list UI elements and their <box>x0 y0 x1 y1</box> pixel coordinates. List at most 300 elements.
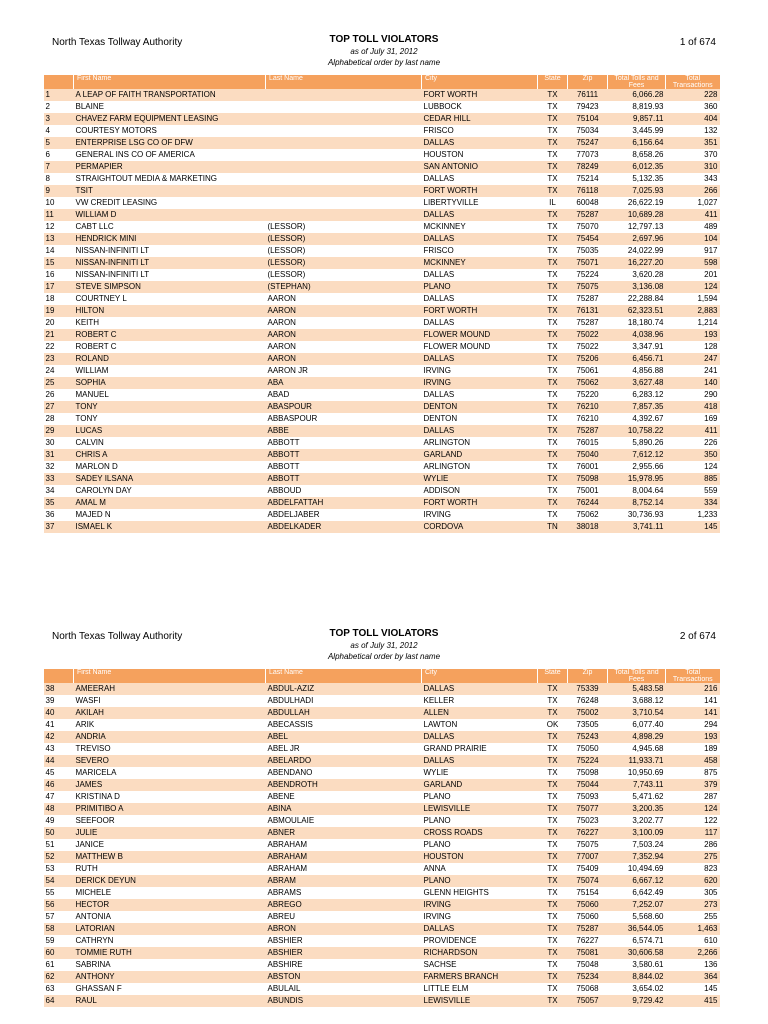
row-index: 27 <box>44 401 74 413</box>
city: MCKINNEY <box>422 257 538 269</box>
header-first-name: First Name <box>74 75 266 89</box>
first-name: COURTNEY L <box>74 293 266 305</box>
last-name: ABSHIER <box>266 947 422 959</box>
total-transactions: 559 <box>666 485 720 497</box>
state: TX <box>538 257 568 269</box>
row-index: 40 <box>44 707 74 719</box>
state: TX <box>538 437 568 449</box>
total-tolls: 11,933.71 <box>608 755 666 767</box>
total-transactions: 305 <box>666 887 720 899</box>
zip: 75287 <box>568 293 608 305</box>
first-name: ANDRIA <box>74 731 266 743</box>
last-name <box>266 209 422 221</box>
row-index: 33 <box>44 473 74 485</box>
zip: 75074 <box>568 875 608 887</box>
city: PLANO <box>422 875 538 887</box>
table-row <box>44 317 720 329</box>
zip: 78249 <box>568 161 608 173</box>
zip: 76227 <box>568 935 608 947</box>
row-index: 29 <box>44 425 74 437</box>
state: TX <box>538 743 568 755</box>
first-name: MARLON D <box>74 461 266 473</box>
total-transactions: 169 <box>666 413 720 425</box>
state: TX <box>538 791 568 803</box>
first-name: HENDRICK MINI <box>74 233 266 245</box>
first-name: AMEERAH <box>74 683 266 695</box>
table-row <box>44 707 720 719</box>
total-transactions: 122 <box>666 815 720 827</box>
first-name: COURTESY MOTORS <box>74 125 266 137</box>
state: TX <box>538 755 568 767</box>
state: TX <box>538 401 568 413</box>
last-name: ABA <box>266 377 422 389</box>
zip: 75044 <box>568 779 608 791</box>
first-name: CHAVEZ FARM EQUIPMENT LEASING <box>74 113 266 125</box>
total-tolls: 8,658.26 <box>608 149 666 161</box>
total-transactions: 104 <box>666 233 720 245</box>
last-name: ABENDROTH <box>266 779 422 791</box>
row-index: 16 <box>44 269 74 281</box>
first-name: VW CREDIT LEASING <box>74 197 266 209</box>
city: IRVING <box>422 509 538 521</box>
state: TX <box>538 365 568 377</box>
zip: 75104 <box>568 113 608 125</box>
state: TX <box>538 485 568 497</box>
state: TX <box>538 293 568 305</box>
state: TX <box>538 875 568 887</box>
city: DALLAS <box>422 425 538 437</box>
last-name: ABENE <box>266 791 422 803</box>
row-index: 30 <box>44 437 74 449</box>
zip: 75057 <box>568 995 608 1007</box>
state: TX <box>538 341 568 353</box>
report-title: TOP TOLL VIOLATORS <box>329 34 439 45</box>
row-index: 7 <box>44 161 74 173</box>
total-tolls: 3,654.02 <box>608 983 666 995</box>
city: FLOWER MOUND <box>422 341 538 353</box>
row-index: 59 <box>44 935 74 947</box>
total-transactions: 189 <box>666 743 720 755</box>
city: PLANO <box>422 791 538 803</box>
row-index: 62 <box>44 971 74 983</box>
first-name: MATTHEW B <box>74 851 266 863</box>
city: DALLAS <box>422 293 538 305</box>
zip: 77073 <box>568 149 608 161</box>
row-index: 36 <box>44 509 74 521</box>
total-transactions: 411 <box>666 209 720 221</box>
zip: 75206 <box>568 353 608 365</box>
zip: 75050 <box>568 743 608 755</box>
last-name <box>266 113 422 125</box>
last-name: ABAD <box>266 389 422 401</box>
total-transactions: 136 <box>666 959 720 971</box>
city: IRVING <box>422 899 538 911</box>
org-name: North Texas Tollway Authority <box>52 37 183 48</box>
total-tolls: 10,494.69 <box>608 863 666 875</box>
table-row <box>44 413 720 425</box>
total-tolls: 3,580.61 <box>608 959 666 971</box>
total-transactions: 2,266 <box>666 947 720 959</box>
row-index: 22 <box>44 341 74 353</box>
zip: 75287 <box>568 209 608 221</box>
city: WYLIE <box>422 767 538 779</box>
first-name: TOMMIE RUTH <box>74 947 266 959</box>
table-row <box>44 353 720 365</box>
row-index: 23 <box>44 353 74 365</box>
header-city: City <box>422 75 538 89</box>
last-name <box>266 161 422 173</box>
header-state: State <box>538 75 568 89</box>
first-name: PRIMITIBO A <box>74 803 266 815</box>
zip: 79423 <box>568 101 608 113</box>
city: ANNA <box>422 863 538 875</box>
row-index: 6 <box>44 149 74 161</box>
last-name: ABREU <box>266 911 422 923</box>
state: TX <box>538 137 568 149</box>
city: WYLIE <box>422 473 538 485</box>
table-row <box>44 971 720 983</box>
total-transactions: 379 <box>666 779 720 791</box>
table-row <box>44 815 720 827</box>
row-index: 25 <box>44 377 74 389</box>
last-name: ABRAM <box>266 875 422 887</box>
table-row <box>44 293 720 305</box>
total-tolls: 5,568.60 <box>608 911 666 923</box>
zip: 75154 <box>568 887 608 899</box>
state: TX <box>538 209 568 221</box>
state: TX <box>538 767 568 779</box>
zip: 75077 <box>568 803 608 815</box>
first-name: DERICK DEYUN <box>74 875 266 887</box>
zip: 76015 <box>568 437 608 449</box>
first-name: CAROLYN DAY <box>74 485 266 497</box>
table-row <box>44 113 720 125</box>
state: OK <box>538 719 568 731</box>
total-tolls: 7,612.12 <box>608 449 666 461</box>
total-transactions: 140 <box>666 377 720 389</box>
report-date: as of July 31, 2012 <box>350 641 418 650</box>
last-name: ABASPOUR <box>266 401 422 413</box>
last-name: ABBOTT <box>266 473 422 485</box>
zip: 75062 <box>568 377 608 389</box>
state: TX <box>538 101 568 113</box>
total-transactions: 418 <box>666 401 720 413</box>
first-name: NISSAN-INFINITI LT <box>74 245 266 257</box>
total-tolls: 3,710.54 <box>608 707 666 719</box>
city: FARMERS BRANCH <box>422 971 538 983</box>
state: TX <box>538 317 568 329</box>
page-number: 1 of 674 <box>679 37 716 48</box>
table-row <box>44 887 720 899</box>
table-row <box>44 101 720 113</box>
last-name: ABRON <box>266 923 422 935</box>
first-name: STEVE SIMPSON <box>74 281 266 293</box>
row-index: 53 <box>44 863 74 875</box>
total-tolls: 6,574.71 <box>608 935 666 947</box>
table-row <box>44 839 720 851</box>
total-tolls: 8,819.93 <box>608 101 666 113</box>
city: LEWISVILLE <box>422 803 538 815</box>
zip: 75454 <box>568 233 608 245</box>
table-row <box>44 173 720 185</box>
total-transactions: 1,214 <box>666 317 720 329</box>
first-name: WILLIAM D <box>74 209 266 221</box>
total-tolls: 5,890.26 <box>608 437 666 449</box>
total-tolls: 2,955.66 <box>608 461 666 473</box>
last-name: (LESSOR) <box>266 245 422 257</box>
first-name: GENERAL INS CO OF AMERICA <box>74 149 266 161</box>
row-index: 31 <box>44 449 74 461</box>
row-index: 8 <box>44 173 74 185</box>
zip: 76001 <box>568 461 608 473</box>
row-index: 56 <box>44 899 74 911</box>
total-transactions: 193 <box>666 731 720 743</box>
last-name: AARON <box>266 305 422 317</box>
first-name: WILLIAM <box>74 365 266 377</box>
report-sort-order: Alphabetical order by last name <box>327 652 441 661</box>
row-index: 4 <box>44 125 74 137</box>
city: FORT WORTH <box>422 497 538 509</box>
last-name <box>266 185 422 197</box>
header-last-name: Last Name <box>266 669 422 683</box>
zip: 75022 <box>568 341 608 353</box>
last-name: AARON <box>266 317 422 329</box>
state: TX <box>538 353 568 365</box>
city: DENTON <box>422 401 538 413</box>
row-index: 2 <box>44 101 74 113</box>
zip: 75247 <box>568 137 608 149</box>
total-transactions: 404 <box>666 113 720 125</box>
state: TX <box>538 851 568 863</box>
zip: 75075 <box>568 281 608 293</box>
first-name: ANTONIA <box>74 911 266 923</box>
total-transactions: 1,463 <box>666 923 720 935</box>
table-row <box>44 449 720 461</box>
zip: 75214 <box>568 173 608 185</box>
first-name: CALVIN <box>74 437 266 449</box>
zip: 75243 <box>568 731 608 743</box>
total-tolls: 8,752.14 <box>608 497 666 509</box>
last-name: AARON JR <box>266 365 422 377</box>
table-row <box>44 425 720 437</box>
state: TX <box>538 245 568 257</box>
state: TX <box>538 911 568 923</box>
header-total-transactions: Total Transactions <box>666 75 720 89</box>
total-tolls: 16,227.20 <box>608 257 666 269</box>
state: TX <box>538 887 568 899</box>
total-transactions: 255 <box>666 911 720 923</box>
last-name: AARON <box>266 341 422 353</box>
report-header <box>234 627 534 662</box>
total-transactions: 216 <box>666 683 720 695</box>
total-transactions: 364 <box>666 971 720 983</box>
first-name: KRISTINA D <box>74 791 266 803</box>
total-transactions: 275 <box>666 851 720 863</box>
first-name: MAJED N <box>74 509 266 521</box>
state: TX <box>538 509 568 521</box>
last-name: (LESSOR) <box>266 233 422 245</box>
report-sort-order: Alphabetical order by last name <box>327 58 441 67</box>
city: KELLER <box>422 695 538 707</box>
state: TX <box>538 161 568 173</box>
table-row <box>44 731 720 743</box>
state: TX <box>538 425 568 437</box>
total-tolls: 4,038.96 <box>608 329 666 341</box>
total-tolls: 8,004.64 <box>608 485 666 497</box>
zip: 75220 <box>568 389 608 401</box>
total-transactions: 1,233 <box>666 509 720 521</box>
total-transactions: 415 <box>666 995 720 1007</box>
city: PLANO <box>422 839 538 851</box>
total-transactions: 145 <box>666 983 720 995</box>
last-name: ABBE <box>266 425 422 437</box>
last-name: (LESSOR) <box>266 221 422 233</box>
last-name <box>266 197 422 209</box>
row-index: 32 <box>44 461 74 473</box>
state: TX <box>538 827 568 839</box>
total-transactions: 287 <box>666 791 720 803</box>
first-name: HILTON <box>74 305 266 317</box>
zip: 75093 <box>568 791 608 803</box>
zip: 75048 <box>568 959 608 971</box>
city: CEDAR HILL <box>422 113 538 125</box>
city: LITTLE ELM <box>422 983 538 995</box>
header-first-name: First Name <box>74 669 266 683</box>
table-row <box>44 935 720 947</box>
state: TX <box>538 779 568 791</box>
zip: 77007 <box>568 851 608 863</box>
zip: 75287 <box>568 317 608 329</box>
violators-table <box>43 75 720 533</box>
total-tolls: 6,667.12 <box>608 875 666 887</box>
table-row <box>44 755 720 767</box>
total-transactions: 226 <box>666 437 720 449</box>
first-name: RAUL <box>74 995 266 1007</box>
city: IRVING <box>422 377 538 389</box>
row-index: 61 <box>44 959 74 971</box>
last-name: ABULAIL <box>266 983 422 995</box>
header-state: State <box>538 669 568 683</box>
violators-table <box>43 669 720 1007</box>
table-row <box>44 827 720 839</box>
first-name: PERMAPIER <box>74 161 266 173</box>
row-index: 18 <box>44 293 74 305</box>
row-index: 5 <box>44 137 74 149</box>
last-name <box>266 173 422 185</box>
city: IRVING <box>422 911 538 923</box>
header-city: City <box>422 669 538 683</box>
total-tolls: 36,544.05 <box>608 923 666 935</box>
first-name: LATORIAN <box>74 923 266 935</box>
total-transactions: 610 <box>666 935 720 947</box>
city: CROSS ROADS <box>422 827 538 839</box>
state: TX <box>538 185 568 197</box>
table-row <box>44 341 720 353</box>
total-transactions: 458 <box>666 755 720 767</box>
city: GARLAND <box>422 779 538 791</box>
row-index: 20 <box>44 317 74 329</box>
first-name: CHRIS A <box>74 449 266 461</box>
row-index: 3 <box>44 113 74 125</box>
last-name: ABINA <box>266 803 422 815</box>
total-transactions: 266 <box>666 185 720 197</box>
total-tolls: 6,456.71 <box>608 353 666 365</box>
last-name: ABSHIER <box>266 935 422 947</box>
city: DALLAS <box>422 353 538 365</box>
last-name <box>266 89 422 101</box>
zip: 75081 <box>568 947 608 959</box>
total-transactions: 2,883 <box>666 305 720 317</box>
header-total-tolls: Total Tolls and Fees <box>608 669 666 683</box>
total-transactions: 128 <box>666 341 720 353</box>
header-zip: Zip <box>568 669 608 683</box>
city: PLANO <box>422 815 538 827</box>
table-row <box>44 221 720 233</box>
total-transactions: 141 <box>666 707 720 719</box>
table-row <box>44 281 720 293</box>
first-name: SADEY ILSANA <box>74 473 266 485</box>
report-header <box>234 33 534 68</box>
city: DALLAS <box>422 209 538 221</box>
first-name: MARICELA <box>74 767 266 779</box>
row-index: 50 <box>44 827 74 839</box>
first-name: CATHRYN <box>74 935 266 947</box>
header-index <box>44 75 74 89</box>
table-row <box>44 959 720 971</box>
total-transactions: 334 <box>666 497 720 509</box>
zip: 75023 <box>568 815 608 827</box>
first-name: HECTOR <box>74 899 266 911</box>
row-index: 34 <box>44 485 74 497</box>
zip: 75287 <box>568 425 608 437</box>
total-transactions: 228 <box>666 89 720 101</box>
first-name: TONY <box>74 413 266 425</box>
city: FRISCO <box>422 245 538 257</box>
last-name: ABRAHAM <box>266 839 422 851</box>
table-row <box>44 365 720 377</box>
state: TX <box>538 707 568 719</box>
total-tolls: 6,642.49 <box>608 887 666 899</box>
city: CORDOVA <box>422 521 538 533</box>
state: TX <box>538 221 568 233</box>
first-name: ENTERPRISE LSG CO OF DFW <box>74 137 266 149</box>
city: ADDISON <box>422 485 538 497</box>
last-name: ABBOTT <box>266 449 422 461</box>
row-index: 9 <box>44 185 74 197</box>
header-index <box>44 669 74 683</box>
last-name: AARON <box>266 293 422 305</box>
total-tolls: 3,445.99 <box>608 125 666 137</box>
zip: 75071 <box>568 257 608 269</box>
total-tolls: 3,100.09 <box>608 827 666 839</box>
last-name <box>266 125 422 137</box>
city: DALLAS <box>422 269 538 281</box>
state: TX <box>538 413 568 425</box>
total-transactions: 124 <box>666 461 720 473</box>
total-transactions: 290 <box>666 389 720 401</box>
city: HOUSTON <box>422 149 538 161</box>
last-name: AARON <box>266 353 422 365</box>
header-last-name: Last Name <box>266 75 422 89</box>
total-transactions: 823 <box>666 863 720 875</box>
table-row <box>44 803 720 815</box>
total-tolls: 18,180.74 <box>608 317 666 329</box>
row-index: 57 <box>44 911 74 923</box>
last-name: ABREGO <box>266 899 422 911</box>
table-row <box>44 497 720 509</box>
total-tolls: 4,856.88 <box>608 365 666 377</box>
zip: 75098 <box>568 473 608 485</box>
